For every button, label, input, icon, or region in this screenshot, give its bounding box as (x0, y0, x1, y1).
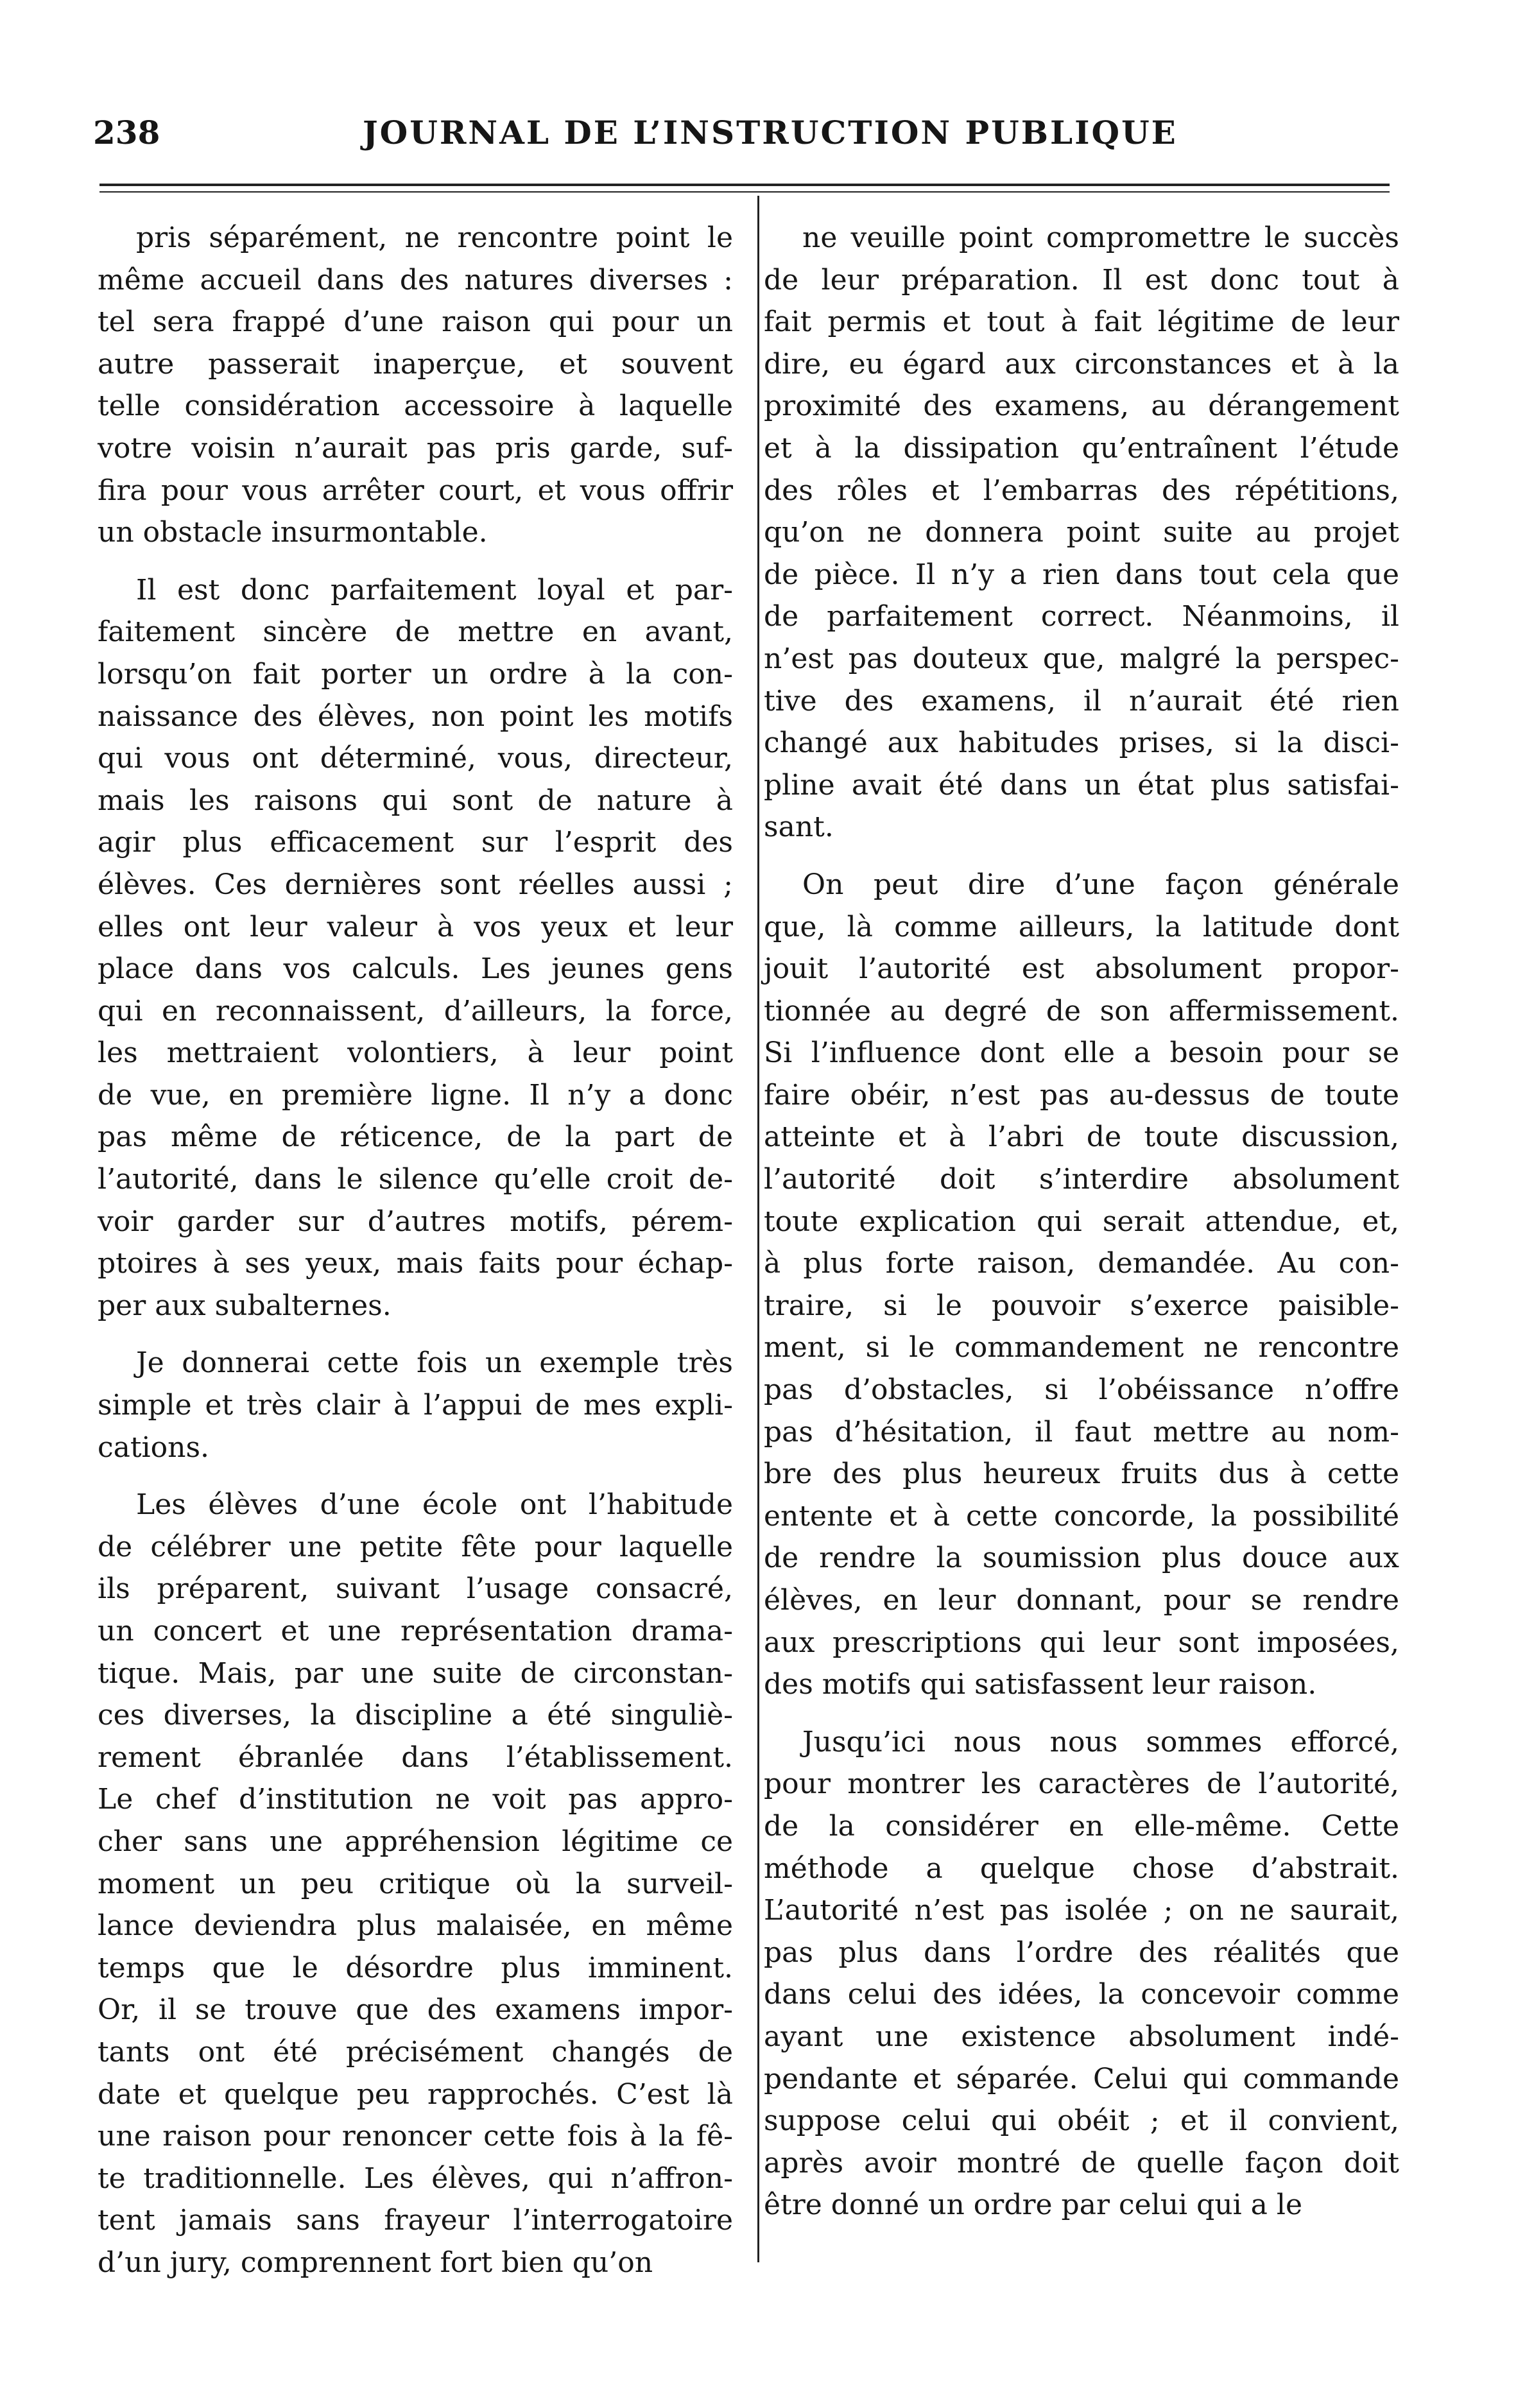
text-line: votre voisin n’aurait pas pris garde, suf- (98, 431, 733, 465)
text-line: une raison pour renoncer cette fois à la fê- (98, 2120, 733, 2153)
left-column-paragraph (98, 1342, 733, 1468)
text-line: élèves. Ces dernières sont réelles aussi ; (98, 868, 733, 901)
text-line: fait permis et tout à fait légitime de leur (764, 305, 1399, 339)
text-line: per aux subalternes. (98, 1289, 392, 1322)
text-line: mais les raisons qui sont de nature à (98, 784, 733, 817)
text-line: de leur préparation. Il est donc tout à (764, 263, 1399, 297)
text-line: de rendre la soumission plus douce aux (764, 1542, 1399, 1575)
text-line: ayant une existence absolument indé- (764, 2020, 1399, 2053)
text-line: voir garder sur d’autres motifs, pérem- (98, 1205, 733, 1238)
header-rule-thin (99, 191, 1390, 193)
text-line: temps que le désordre plus imminent. (98, 1951, 733, 1984)
text-line: changé aux habitudes prises, si la disci- (764, 727, 1399, 760)
text-line: tique. Mais, par une suite de circonstan- (98, 1656, 733, 1690)
text-line: ces diverses, la discipline a été singuliè- (98, 1699, 733, 1732)
text-line: Les élèves d’une école ont l’habitude (136, 1488, 733, 1522)
text-line: telle considération accessoire à laquelle (98, 390, 733, 423)
text-line: d’un jury, comprennent fort bien qu’on (98, 2246, 653, 2279)
text-line: pendante et séparée. Celui qui commande (764, 2062, 1399, 2095)
text-line: suppose celui qui obéit ; et il convient, (764, 2104, 1399, 2138)
text-line: Jusqu’ici nous nous sommes efforcé, (802, 1725, 1399, 1759)
text-line: toute explication qui serait attendue, et, (764, 1205, 1399, 1238)
text-line: simple et très clair à l’appui de mes expli- (98, 1389, 733, 1422)
text-line: des motifs qui satisfassent leur raison. (764, 1668, 1317, 1701)
text-line: tent jamais sans frayeur l’interrogatoire (98, 2204, 733, 2237)
text-line: un concert et une représentation drama- (98, 1615, 733, 1647)
text-line: n’est pas douteux que, malgré la perspec- (764, 642, 1399, 675)
text-line: ils préparent, suivant l’usage consacré, (98, 1572, 733, 1606)
text-line: fira pour vous arrêter court, et vous offrir (98, 474, 733, 507)
text-line: tionnée au degré de son affermissement. (764, 994, 1399, 1028)
text-line: tive des examens, il n’aurait été rien (764, 684, 1399, 718)
text-line: elles ont leur valeur à vos yeux et leur (98, 910, 733, 943)
text-line: Si l’influence dont elle a besoin pour se (764, 1036, 1399, 1070)
text-line: jouit l’autorité est absolument propor- (764, 952, 1399, 986)
text-line: pas d’obstacles, si l’obéissance n’offre (764, 1373, 1399, 1407)
text-line: pas plus dans l’ordre des réalités que (764, 1936, 1399, 1969)
left-column (98, 217, 733, 2284)
text-line: l’autorité, dans le silence qu’elle croit de- (98, 1163, 733, 1196)
right-column-paragraph (764, 217, 1399, 848)
text-line: qui vous ont déterminé, vous, directeur, (98, 742, 733, 775)
page-number: 238 (93, 114, 160, 151)
text-line: cher sans une appréhension légitime ce (98, 1825, 733, 1858)
text-line: rement ébranlée dans l’établissement. (98, 1741, 733, 1774)
right-column-paragraph (764, 1721, 1399, 2226)
left-column-paragraph (98, 569, 733, 1327)
text-line: traire, si le pouvoir s’exerce paisible- (764, 1289, 1399, 1322)
text-line: être donné un ordre par celui qui a le (764, 2189, 1303, 2222)
text-line: Or, il se trouve que des examens impor- (98, 1993, 733, 2027)
text-line: de pièce. Il n’y a rien dans tout cela que (764, 558, 1399, 591)
text-line: qui en reconnaissent, d’ailleurs, la force, (98, 994, 733, 1028)
text-line: Je donnerai cette fois un exemple très (136, 1346, 733, 1380)
text-line: même accueil dans des natures diverses : (98, 263, 733, 297)
text-line: que, là comme ailleurs, la latitude dont (764, 910, 1399, 943)
text-line: atteinte et à l’abri de toute discussion, (764, 1121, 1399, 1154)
column-divider (757, 196, 759, 2262)
text-line: élèves, en leur donnant, pour se rendre (764, 1584, 1399, 1617)
left-column-paragraph (98, 1484, 733, 2283)
text-line: Il est donc parfaitement loyal et par- (136, 573, 733, 606)
text-line: sant. (764, 811, 834, 844)
text-line: proximité des examens, au dérangement (764, 390, 1399, 423)
running-title: JOURNAL DE L’INSTRUCTION PUBLIQUE (363, 114, 1178, 151)
text-line: naissance des élèves, non point les motifs (98, 700, 733, 733)
text-line: moment un peu critique où la surveil- (98, 1867, 733, 1900)
right-column-paragraph (764, 864, 1399, 1706)
text-line: te traditionnelle. Les élèves, qui n’affron- (98, 2162, 733, 2195)
text-line: de célébrer une petite fête pour laquelle (98, 1530, 733, 1563)
text-line: faire obéir, n’est pas au-dessus de toute (764, 1078, 1399, 1112)
text-line: qu’on ne donnera point suite au projet (764, 516, 1399, 549)
text-line: des rôles et l’embarras des répétitions, (764, 474, 1399, 507)
text-line: les mettraient volontiers, à leur point (98, 1036, 733, 1070)
text-line: Le chef d’institution ne voit pas appro- (98, 1783, 733, 1816)
text-line: et à la dissipation qu’entraînent l’étude (764, 431, 1399, 465)
right-column (764, 217, 1399, 2226)
header-rule (99, 184, 1390, 186)
text-line: dire, eu égard aux circonstances et à la (764, 347, 1399, 381)
text-line: ptoires à ses yeux, mais faits pour échap- (98, 1247, 733, 1280)
text-line: de parfaitement correct. Néanmoins, il (764, 600, 1399, 633)
text-line: pline avait été dans un état plus satisfai- (764, 768, 1399, 802)
text-line: tants ont été précisément changés de (98, 2035, 733, 2068)
text-line: dans celui des idées, la concevoir comme (764, 1978, 1399, 2011)
text-line: faitement sincère de mettre en avant, (98, 615, 733, 649)
text-line: bre des plus heureux fruits dus à cette (764, 1458, 1399, 1491)
left-column-paragraph (98, 217, 733, 554)
text-line: lorsqu’on fait porter un ordre à la con- (98, 657, 733, 691)
text-line: place dans vos calculs. Les jeunes gens (98, 952, 733, 986)
text-line: L’autorité n’est pas isolée ; on ne saurait, (764, 1894, 1399, 1927)
text-line: pris séparément, ne rencontre point le (136, 221, 733, 254)
page-header (93, 110, 1396, 162)
text-line: ment, si le commandement ne rencontre (764, 1331, 1399, 1364)
text-line: l’autorité doit s’interdire absolument (764, 1163, 1399, 1196)
text-line: tel sera frappé d’une raison qui pour un (98, 305, 733, 339)
text-line: date et quelque peu rapprochés. C’est là (98, 2077, 733, 2111)
text-line: autre passerait inaperçue, et souvent (98, 347, 733, 381)
text-line: méthode a quelque chose d’abstrait. (764, 1852, 1399, 1885)
text-line: pas même de réticence, de la part de (98, 1121, 733, 1154)
text-line: ne veuille point compromettre le succès (802, 221, 1399, 254)
text-line: après avoir montré de quelle façon doit (764, 2146, 1399, 2180)
text-line: On peut dire d’une façon générale (802, 868, 1399, 901)
text-line: entente et à cette concorde, la possibilité (764, 1499, 1399, 1533)
text-line: aux prescriptions qui leur sont imposées, (764, 1626, 1399, 1659)
text-line: de la considérer en elle-même. Cette (764, 1809, 1399, 1843)
text-line: pas d’hésitation, il faut mettre au nom- (764, 1415, 1399, 1449)
text-line: cations. (98, 1431, 210, 1464)
text-line: de vue, en première ligne. Il n’y a donc (98, 1078, 733, 1112)
text-line: à plus forte raison, demandée. Au con- (764, 1247, 1399, 1280)
text-line: pour montrer les caractères de l’autorité, (764, 1767, 1399, 1801)
text-line: lance deviendra plus malaisée, en même (98, 1909, 733, 1943)
text-line: un obstacle insurmontable. (98, 516, 488, 549)
text-line: agir plus efficacement sur l’esprit des (98, 826, 733, 859)
